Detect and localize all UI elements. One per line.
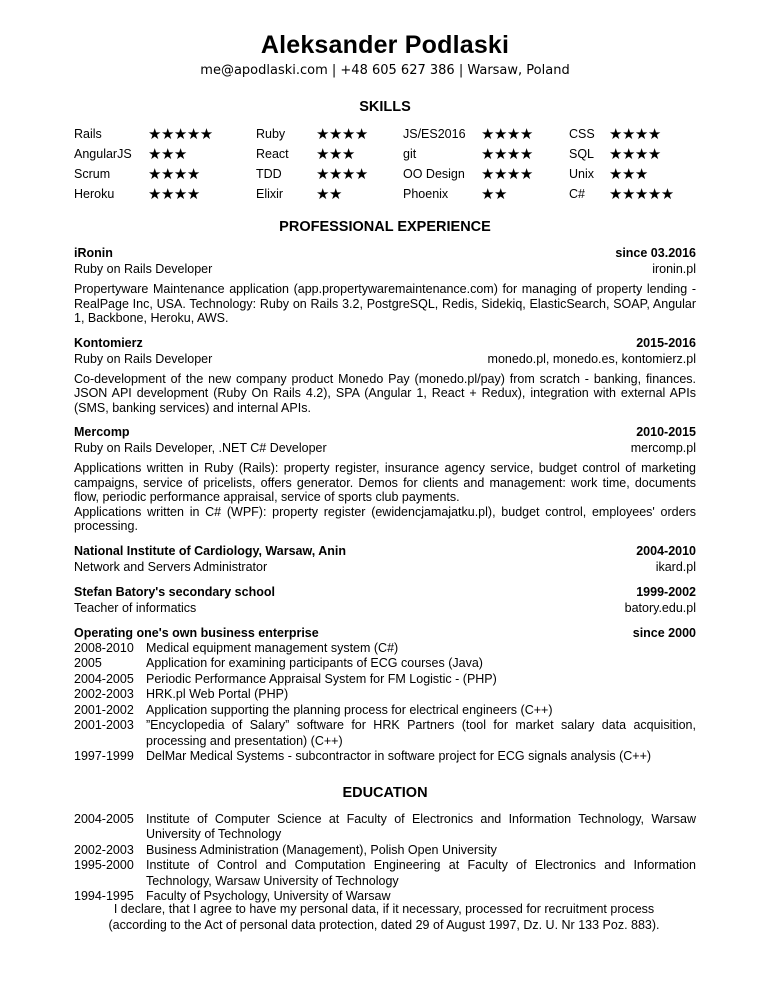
job-description bbox=[74, 282, 696, 326]
job-subheader bbox=[74, 440, 696, 456]
skill-rating-stars: ★★★ bbox=[316, 146, 355, 163]
project-description: Application for examining participants of ECG courses (Java) bbox=[146, 656, 483, 670]
project-years: 2001-2003 bbox=[74, 718, 134, 732]
job-subheader bbox=[74, 351, 696, 367]
skill-rating-stars: ★★★★ bbox=[609, 126, 661, 143]
project-row bbox=[74, 749, 696, 765]
job-description-paragraph: Applications written in Ruby (Rails): property register, insurance agency service, budget control of marketing campaigns, service of pricelists, offers generator. Demos for clients and management: work time, documents flow, periodic performance appraisal, service of sports club payments. bbox=[74, 461, 696, 504]
skills-heading: SKILLS bbox=[359, 99, 411, 115]
skill-rating-stars: ★★★★ bbox=[609, 146, 661, 163]
skill-name: Rails bbox=[74, 127, 102, 141]
skill-name: TDD bbox=[256, 167, 282, 181]
skill-rating-stars: ★★★★ bbox=[481, 126, 533, 143]
job-subheader bbox=[74, 261, 696, 277]
skill-rating-stars: ★★★★ bbox=[481, 146, 533, 163]
skill-rating-stars: ★★★★ bbox=[316, 126, 368, 143]
education-years: 2004-2005 bbox=[74, 811, 134, 826]
job-header bbox=[74, 245, 696, 261]
business-entry bbox=[74, 625, 696, 765]
skill-name: React bbox=[256, 147, 289, 161]
skill-name: CSS bbox=[569, 127, 595, 141]
job-description-paragraph: Applications written in C# (WPF): property register (ewidencjamajatku.pl), budget control, employees' orders processing. bbox=[74, 504, 696, 533]
skill-name: JS/ES2016 bbox=[403, 127, 466, 141]
skills-grid bbox=[74, 125, 696, 204]
job-period: since 03.2016 bbox=[615, 246, 696, 260]
company-website: mercomp.pl bbox=[630, 441, 696, 455]
job-description-paragraph: Propertyware Maintenance application (app.propertywaremaintenance.com) for managing of property lending - RealPage Inc, USA. Technology: Ruby on Rails 3.2, PostgreSQL, Redis, Sidekiq, ElasticSearch, SOAP, Angular 1, Backbone, Heroku, AWS. bbox=[74, 282, 696, 325]
skill-rating-stars: ★★★★ bbox=[148, 166, 200, 183]
company-website: monedo.pl, monedo.es, kontomierz.pl bbox=[487, 351, 696, 366]
project-description: HRK.pl Web Portal (PHP) bbox=[146, 687, 289, 701]
skill-rating-stars: ★★★★ bbox=[316, 166, 368, 183]
project-row bbox=[74, 641, 696, 657]
project-row bbox=[74, 687, 696, 703]
project-description: Periodic Performance Appraisal System for FM Logistic - (PHP) bbox=[146, 671, 497, 686]
skill-name: Phoenix bbox=[403, 187, 449, 201]
job-description bbox=[74, 461, 696, 534]
education-heading: EDUCATION bbox=[342, 784, 428, 801]
education-row bbox=[74, 843, 696, 859]
job-header bbox=[74, 335, 696, 351]
job-entry bbox=[74, 424, 696, 534]
education-list bbox=[74, 812, 696, 905]
project-years: 2002-2003 bbox=[74, 687, 134, 701]
job-description-paragraph: Co-development of the new company product Monedo Pay (monedo.pl/pay) from scratch - banking, finances. JSON API development (Ruby On Rails 4.2), SPA (Angular 1, React + Redux), integration with external APIs (SMS, banking services) and internal APIs. bbox=[74, 371, 696, 415]
skill-rating-stars: ★★ bbox=[481, 186, 507, 203]
skill-name: Ruby bbox=[256, 127, 286, 141]
job-description bbox=[74, 372, 696, 416]
skill-name: C# bbox=[569, 187, 585, 201]
skill-rating-stars: ★★ bbox=[316, 186, 342, 203]
skill-name: OO Design bbox=[403, 167, 465, 181]
job-period: 2004-2010 bbox=[636, 543, 696, 558]
project-description: DelMar Medical Systems - subcontractor in software project for ECG signals analysis (C++) bbox=[146, 749, 652, 763]
company-website: ironin.pl bbox=[652, 262, 696, 276]
skill-name: Heroku bbox=[74, 187, 115, 201]
job-period: 2015-2016 bbox=[636, 335, 696, 350]
job-header bbox=[74, 424, 696, 440]
project-description: ”Encyclopedia of Salary” software for HRK Partners (tool for market salary data acquisition, processing and presentation) (C++) bbox=[146, 718, 696, 748]
skill-name: AngularJS bbox=[74, 147, 132, 161]
job-entry bbox=[74, 245, 696, 326]
education-years: 2002-2003 bbox=[74, 842, 134, 857]
education-institution: Faculty of Psychology, University of Warsaw bbox=[146, 889, 391, 903]
company-name: iRonin bbox=[74, 246, 113, 260]
job-period: 1999-2002 bbox=[636, 584, 696, 599]
project-row bbox=[74, 656, 696, 672]
business-period: since 2000 bbox=[632, 625, 696, 640]
consent-line-2: (according to the Act of personal data protection, dated 29 of August 1997, Dz. U. Nr 133 Poz. 883). bbox=[108, 918, 660, 932]
business-title: Operating one's own business enterprise bbox=[74, 625, 319, 640]
job-entry bbox=[74, 543, 696, 575]
company-website: ikard.pl bbox=[655, 559, 696, 574]
job-role: Ruby on Rails Developer bbox=[74, 351, 213, 366]
jobs-list bbox=[74, 245, 696, 616]
contact-line: me@apodlaski.com | +48 605 627 386 | Warsaw, Poland bbox=[200, 63, 570, 78]
skill-rating-stars: ★★★★ bbox=[148, 186, 200, 203]
project-years: 2005 bbox=[74, 656, 102, 670]
business-projects-list bbox=[74, 641, 696, 765]
job-role: Ruby on Rails Developer bbox=[74, 262, 213, 276]
job-header bbox=[74, 543, 696, 559]
job-subheader bbox=[74, 600, 696, 616]
project-years: 2004-2005 bbox=[74, 671, 134, 686]
candidate-name: Aleksander Podlaski bbox=[260, 31, 510, 59]
skill-name: Scrum bbox=[74, 167, 111, 181]
consent-line-1: I declare, that I agree to have my personal data, if it necessary, processed for recruitment process bbox=[113, 902, 655, 916]
job-entry bbox=[74, 335, 696, 416]
job-role: Network and Servers Administrator bbox=[74, 559, 268, 574]
company-name: Mercomp bbox=[74, 425, 130, 439]
education-row bbox=[74, 812, 696, 843]
project-years: 2001-2002 bbox=[74, 702, 134, 717]
education-row bbox=[74, 858, 696, 889]
project-row bbox=[74, 703, 696, 719]
skill-rating-stars: ★★★★★ bbox=[148, 126, 213, 143]
company-website: batory.edu.pl bbox=[624, 600, 696, 615]
job-role: Teacher of informatics bbox=[74, 600, 197, 615]
experience-heading: PROFESSIONAL EXPERIENCE bbox=[279, 219, 491, 235]
skill-name: git bbox=[403, 147, 417, 161]
project-row bbox=[74, 672, 696, 688]
skill-rating-stars: ★★★★★ bbox=[609, 186, 674, 203]
project-years: 1997-1999 bbox=[74, 749, 134, 763]
education-years: 1995-2000 bbox=[74, 858, 134, 872]
job-header bbox=[74, 584, 696, 600]
skill-rating-stars: ★★★★ bbox=[481, 166, 533, 183]
skill-rating-stars: ★★★ bbox=[609, 166, 648, 183]
project-description: Application supporting the planning process for electrical engineers (C++) bbox=[146, 702, 553, 717]
skill-name: SQL bbox=[569, 147, 595, 161]
education-institution: Business Administration (Management), Polish Open University bbox=[146, 842, 497, 857]
project-description: Medical equipment management system (C#) bbox=[146, 640, 399, 655]
education-years: 1994-1995 bbox=[74, 889, 134, 903]
company-name: National Institute of Cardiology, Warsaw, Anin bbox=[74, 543, 347, 558]
consent-clause bbox=[60, 901, 708, 933]
skill-name: Unix bbox=[569, 167, 595, 181]
company-name: Kontomierz bbox=[74, 335, 143, 350]
job-entry bbox=[74, 584, 696, 616]
education-institution: Institute of Control and Computation Engineering at Faculty of Electronics and Information Technology, Warsaw University of Technology bbox=[146, 858, 696, 888]
job-subheader bbox=[74, 559, 696, 575]
project-row bbox=[74, 718, 696, 749]
education-institution: Institute of Computer Science at Faculty of Electronics and Information Technology, Warsaw University of Technology bbox=[146, 811, 696, 841]
job-role: Ruby on Rails Developer, .NET C# Developer bbox=[74, 441, 327, 455]
skill-rating-stars: ★★★ bbox=[148, 146, 187, 163]
skill-name: Elixir bbox=[256, 187, 284, 201]
company-name: Stefan Batory's secondary school bbox=[74, 584, 275, 599]
job-period: 2010-2015 bbox=[636, 425, 696, 439]
project-years: 2008-2010 bbox=[74, 640, 134, 655]
resume-page bbox=[74, 30, 696, 905]
